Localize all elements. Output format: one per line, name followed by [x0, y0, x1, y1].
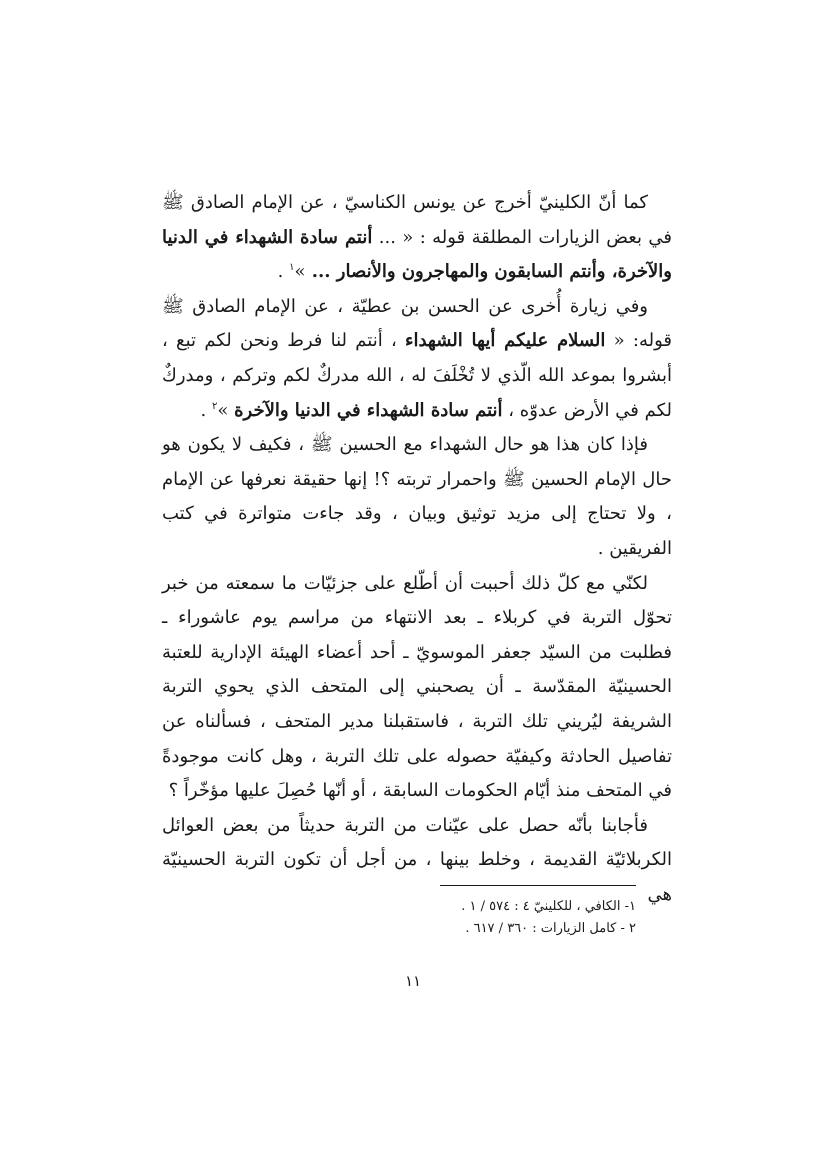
paragraph-2-end: .	[200, 399, 212, 421]
footnote-divider	[440, 885, 636, 886]
paragraph-3-text: فإذا كان هذا هو حال الشهداء مع الحسين ﷺ ، فكيف لا يكون هو حال الإمام الحسين ﷺ واحمرار تربته ؟! إنها حقيقة نعرفها عن الإمام ، ولا تحتاج إلى مزيد توثيق وبيان ، وقد جاءت متواترة في كتب الفريقين .	[162, 434, 672, 559]
footnote-ref-1: ١	[289, 262, 295, 274]
paragraph-1-text-1: كما أنّ الكلينيّ أخرج عن يونس الكناسيّ ، عن الإمام الصادق ﷺ في بعض الزيارات المطلقة قوله : « ...	[162, 192, 672, 248]
paragraph-1-quote-close: »	[294, 261, 306, 283]
footnote-1: ١- الكافي ، للكلينيّ ٤ : ٥٧٤ / ١ .	[461, 899, 636, 914]
paragraph-4-text: لكنّي مع كلّ ذلك أحببت أن أطّلع على جزئيّات ما سمعته من خبر تحوّل التربة في كربلاء ـ بعد الانتهاء من مراسم يوم عاشوراء ـ فطلبت من السيّد جعفر الموسويّ ـ أحد أعضاء الهيئة الإدارية للعتبة الحسينيّة المقدّسة ـ أن يصحبني إلى المتحف الذي يحوي التربة الشريفة ليُريني تلك التربة ، فاستقبلنا مدير المتحف ، فسألناه عن تفاصيل الحادثة وكيفيّة حصوله على تلك التربة ، وهل كانت موجودةً في المتحف منذ أيّام الحكومات السابقة ، أو أنّها حُصِلَ عليها مؤخّراً ؟	[162, 572, 672, 802]
paragraph-3	[162, 428, 672, 566]
paragraph-2-text-1: وفي زيارة أُخرى عن الحسن بن عطيّة ، عن الإمام الصادق ﷺ قوله: «	[162, 295, 673, 352]
paragraph-1-bold-quote: أنتم سادة الشهداء في الدنيا والآخرة، وأنتم السابقون والمهاجرون والأنصار ...	[162, 226, 672, 283]
paragraph-2-bold-greeting: السلام عليكم أيها الشهداء	[405, 330, 606, 352]
paragraph-1	[162, 186, 672, 290]
paragraph-2	[162, 290, 672, 428]
footnote-ref-2: ٢	[211, 400, 218, 412]
paragraph-1-end: .	[277, 261, 290, 283]
paragraph-2-text-2: ، أنتم لنا فرط ونحن لكم تبع ، أبشروا بموعد الله الّذي لا تُخْلَفَ له ، الله مدركٌ لكم وتركم ، ومدركٌ لكم في الأرض عدوّه ،	[162, 330, 672, 421]
paragraph-4	[162, 567, 672, 809]
footnotes	[380, 896, 636, 940]
footnote-2: ٢ - كامل الزيارات : ٣٦٠ / ٦١٧ .	[465, 921, 636, 936]
paragraph-2-bold-quote: أنتم سادة الشهداء في الدنيا والآخرة	[234, 399, 503, 421]
page-number: ١١	[404, 972, 422, 990]
main-text	[162, 186, 672, 912]
paragraph-5-text: فأجابنا بأنّه حصل على عيّنات من التربة حديثاً من بعض العوائل الكربلائيّة القديمة ، وخلط بينها ، من أجل أن تكون التربة الحسينيّة هي	[162, 814, 672, 905]
paragraph-2-quote-close: »	[217, 399, 235, 421]
